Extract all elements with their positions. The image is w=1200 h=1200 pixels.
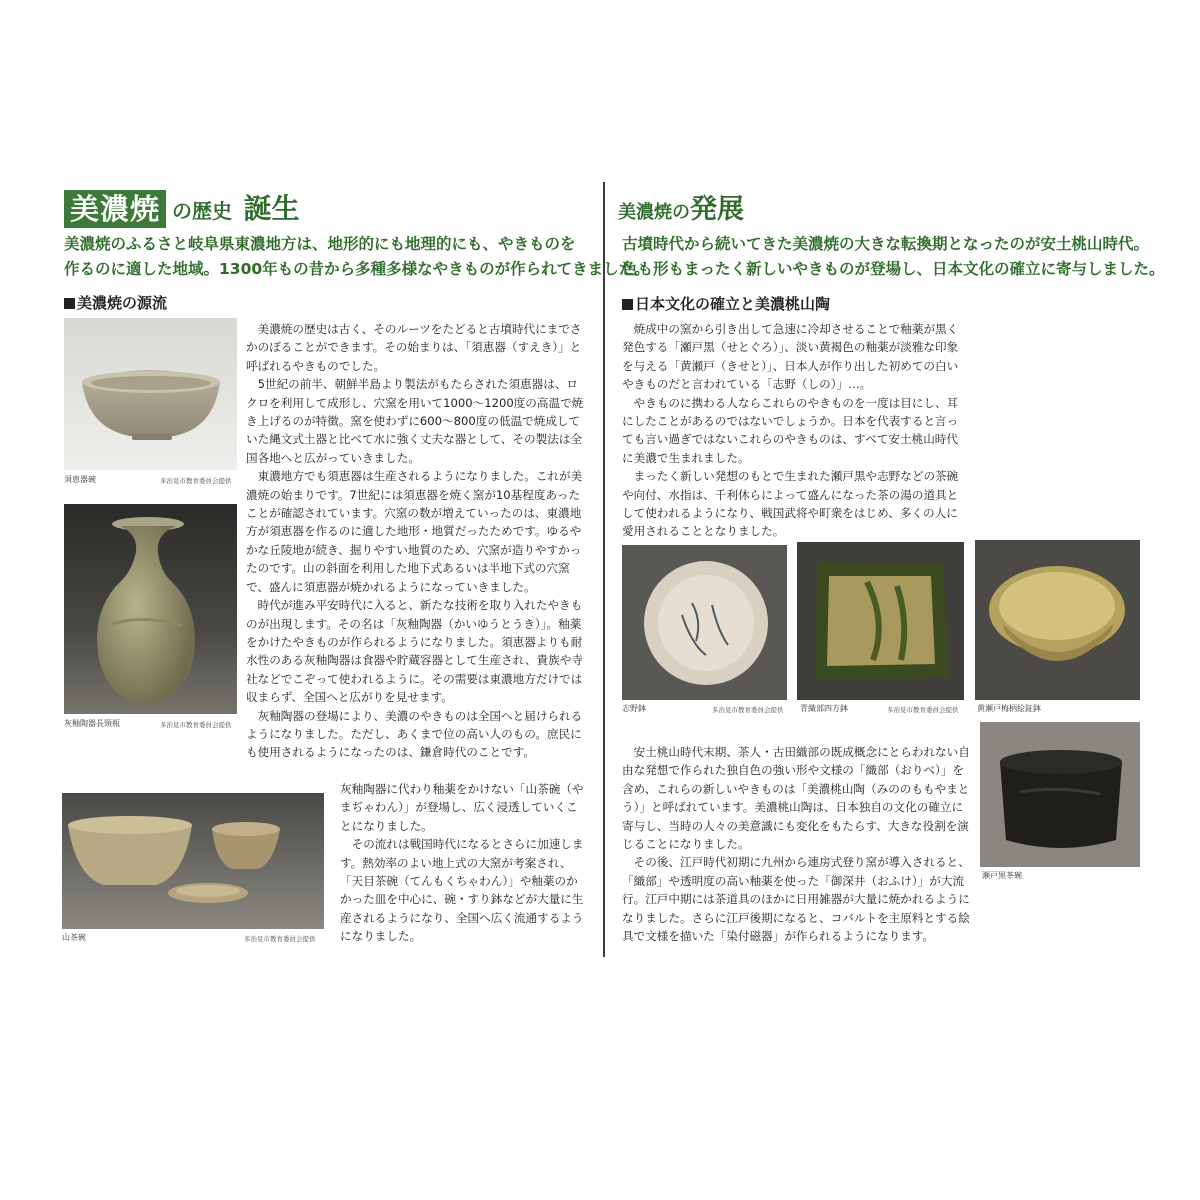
photo-caption: 須恵器碗 (64, 475, 96, 484)
photo-setoguro-teabowl (980, 722, 1140, 867)
right-title-particle: の (672, 202, 690, 223)
right-title (618, 193, 744, 230)
photo-caption: 黄瀬戸梅柄絵鉦鉢 (977, 704, 1041, 713)
left-body-text-narrow (340, 780, 586, 946)
left-title-end: 誕生 (243, 192, 300, 225)
square-bullet-icon (64, 298, 75, 309)
left-title-mid: の歴史 (172, 199, 232, 223)
left-lead (64, 232, 650, 282)
square-bullet-icon (622, 299, 633, 310)
photo-caption: 瀬戸黒茶碗 (982, 871, 1022, 880)
paragraph: やきものに携わる人ならこれらのやきものを一度は目にし、耳にしたことがあるのではないでしょうか。日本を代表すると言っても言い過ぎではないこれらのやきものは、すべて安土桃山時代に美濃で生まれました。 (622, 395, 959, 465)
photo-sueki-bowl (64, 318, 237, 470)
left-title (172, 190, 300, 232)
photo-yamachawan (62, 793, 324, 929)
paragraph: 灰釉陶器に代わり釉薬をかけない「山茶碗（やまぢゃわん）」が登場し、広く浸透していくことになりました。 (340, 782, 584, 833)
photo-credit: 多治見市教育委員会提供 (712, 706, 784, 714)
right-lead-line: 古墳時代から続いてきた美濃焼の大きな転換期となったのが安土桃山時代。 (622, 235, 1150, 253)
paragraph: 焼成中の窯から引き出して急速に冷却させることで釉薬が黒く発色する「瀬戸黒（せとぐろ）」、淡い黄褐色の釉薬が淡雅な印象を与える「黄瀬戸（きせと）」、日本人が作り出した初めての白いやきものだと言われている「志野（しの）」…。 (622, 322, 959, 392)
right-title-big: 発展 (690, 194, 744, 225)
photo-credit: 多治見市教育委員会提供 (160, 721, 232, 729)
paragraph: その流れは戦国時代になるとさらに加速します。熱効率のよい地上式の大窯が考案され、「天目茶碗（てんもくちゃわん）」や釉薬のかかった皿を中心に、碗・すり鉢などが大量に生産されるようになり、全国へ広く流通するようになりました。 (340, 837, 584, 944)
left-lead-line: 作るのに適した地域。1300年もの昔から多種多様なやきものが作られてきました。 (64, 260, 650, 278)
paragraph: 安土桃山時代末期、茶人・古田織部の既成概念にとらわれない自由な発想で作られた独自色の強い形や文様の「織部（おりべ）」を含め、これらの新しいやきものは「美濃桃山陶（みののももやまとう）」と呼ばれています。美濃桃山陶は、日本独自の文化の確立に寄与し、当時の人々の美意識にも変化をもたらす、大きな役割を演じることになりました。 (622, 745, 970, 852)
photo-caption: 志野鉢 (622, 704, 646, 713)
photo-credit: 多治見市教育委員会提供 (887, 706, 959, 714)
right-subheading-text: 日本文化の確立と美濃桃山陶 (635, 295, 831, 313)
right-title-small: 美濃焼 (618, 202, 672, 223)
center-divider (603, 182, 605, 957)
right-subheading (622, 293, 830, 314)
left-subheading-text: 美濃焼の源流 (77, 294, 168, 312)
photo-credit: 多治見市教育委員会提供 (160, 477, 232, 485)
photo-shino-bowl (622, 545, 787, 700)
left-title-highlight: 美濃焼 (64, 190, 166, 228)
photo-oribe-square-bowl (797, 542, 964, 700)
photo-kaiyu-vase (64, 504, 237, 714)
photo-caption: 青織部四方鉢 (800, 704, 848, 713)
photo-credit: 多治見市教育委員会提供 (244, 935, 316, 943)
right-lead-line: 色も形もまったく新しいやきものが登場し、日本文化の確立に寄与しました。 (622, 260, 1165, 278)
paragraph: その後、江戸時代初期に九州から連房式登り窯が導入されると、「織部」や透明度の高い釉薬を使った「御深井（おふけ）」が大流行。江戸中期には茶道具のほかに日用雑器が大量に焼かれるようになりました。さらに江戸後期になると、コバルトを主原料とする絵具で文様を描いた「染付磁器」が作られるようになります。 (622, 855, 970, 944)
photo-kiseto-bowl (975, 540, 1140, 700)
paragraph: 美濃焼の歴史は古く、そのルーツをたどると古墳時代にまでさかのぼることができます。その始まりは、「須恵器（すえき）」と呼ばれるやきものでした。 (246, 322, 582, 373)
left-body-text (246, 320, 586, 762)
left-lead-line: 美濃焼のふるさと岐阜県東濃地方は、地形的にも地理的にも、やきものを (64, 235, 576, 253)
right-lead (622, 232, 1165, 282)
photo-caption: 山茶碗 (62, 933, 86, 942)
photo-caption: 灰釉陶器長頸瓶 (64, 719, 120, 728)
right-body-text (622, 320, 968, 541)
paragraph: 5世紀の前半、朝鮮半島より製法がもたらされた須恵器は、ロクロを利用して成形し、穴窯を用いて1000～1200度の高温で焼き上げるのが特徴。窯を使わずに600～800度の低温で焼成していた縄文式土器と比べて水に強く丈夫な器として、その製法は全国各地へと広がっていきました。 (246, 377, 584, 465)
left-subheading (64, 292, 167, 313)
paragraph: 灰釉陶器の登場により、美濃のやきものは全国へと届けられるようになりました。ただし、あくまで位の高い人のもの。庶民にも使用されるようになったのは、鎌倉時代のことです。 (246, 708, 583, 760)
paragraph: 東濃地方でも須恵器は生産されるようになりました。これが美濃焼の始まりです。7世紀には須恵器を焼く窯が10基程度あったことが確認されています。穴窯の数が増えていったのは、東濃地方が須恵器を作るのに適した地形・地質だったためです。ゆるやかな丘陵地が続き、掘りやすい地質のため、穴窯が造りやすかったのです。山の斜面を利用した地下式あるいは半地下式の穴窯で、盛んに須恵器が焼かれるようになっていきました。 (246, 469, 583, 594)
paragraph: まったく新しい発想のもとで生まれた瀬戸黒や志野などの茶碗や向付、水指は、千利休らによって盛んになった茶の湯の道具として使われるようになり、戦国武将や町衆をはじめ、多くの人に愛用されることとなりました。 (622, 469, 959, 539)
paragraph: 時代が進み平安時代に入ると、新たな技術を取り入れたやきものが出現します。その名は「灰釉陶器（かいゆうとうき）」。釉薬をかけたやきものが作られるようになりました。須恵器よりも耐水性のある灰釉陶器は食器や貯蔵容器として生産され、貴族や寺社などでこぞって使われるように。その需要は東濃地方だけでは収まらず、全国へと広がりを見せます。 (246, 598, 583, 705)
right-body-text-lower (622, 743, 972, 945)
